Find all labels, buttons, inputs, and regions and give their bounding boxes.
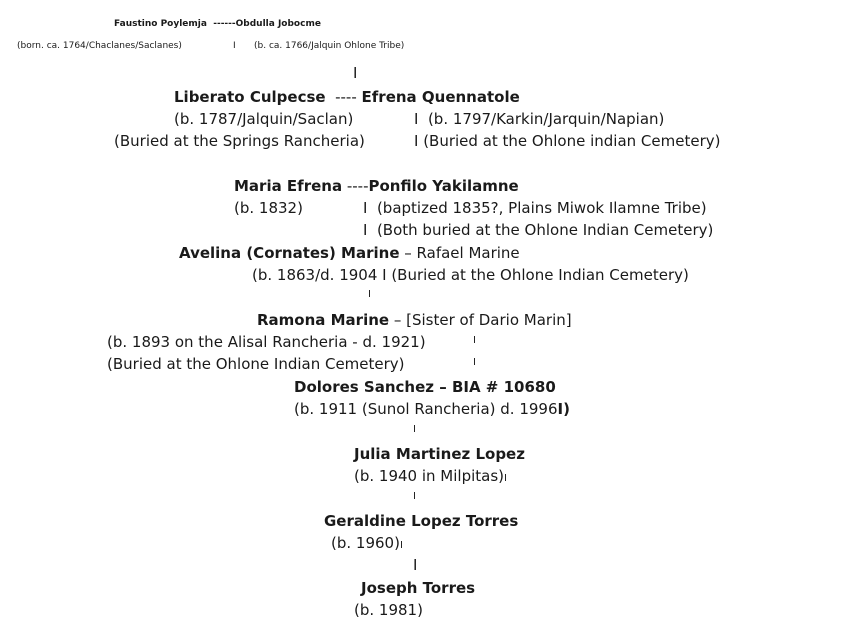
gen5-bar1: I	[473, 335, 476, 346]
gen8-info	[331, 536, 403, 551]
gen2-info-a2: (Buried at the Springs Rancheria)	[114, 132, 365, 150]
gen5-info2: (Buried at the Ohlone Indian Cemetery)	[107, 355, 405, 373]
gen5-bar2: I	[473, 357, 476, 368]
gen4-descent-line: I	[368, 289, 371, 300]
gen7-descent-line: I	[413, 491, 416, 502]
gen7-info-main: (b. 1940 in Milpitas)	[354, 467, 504, 485]
gen1-names	[114, 20, 321, 29]
gen5-names	[257, 313, 572, 328]
gen7-info	[354, 469, 507, 484]
gen5-name-b: – [Sister of Dario Marin]	[389, 311, 572, 329]
gen1-info-a: (born. ca. 1764/Chaclanes/Saclanes)	[17, 41, 182, 51]
gen4-name-a: Avelina (Cornates) Marine	[179, 244, 400, 262]
gen4-name-b: – Rafael Marine	[399, 244, 520, 262]
gen5-name-a: Ramona Marine	[257, 311, 390, 329]
gen3-info-a: (b. 1832)	[234, 199, 303, 217]
gen5-info1: (b. 1893 on the Alisal Rancheria - d. 1921)	[107, 333, 426, 351]
gen3-info-b2: I (Both buried at the Ohlone Indian Cemetery)	[363, 221, 714, 239]
gen2-info-b2: I (Buried at the Ohlone indian Cemetery)	[414, 132, 721, 150]
gen1-name-sep: ------	[206, 19, 236, 29]
gen4-names	[179, 246, 520, 261]
gen2-name-b: Efrena Quennatole	[361, 88, 520, 106]
gen1-descent-line: I	[353, 64, 358, 82]
gen1-bar: I	[233, 41, 236, 51]
gen9-info: (b. 1981)	[354, 601, 423, 619]
gen2-name-a: Liberato Culpecse	[174, 88, 326, 106]
gen3-name-a: Maria Efrena	[234, 177, 343, 195]
gen6-descent-line: I	[413, 424, 416, 435]
gen8-info-tail: I	[399, 540, 403, 551]
gen7-name: Julia Martinez Lopez	[354, 445, 525, 463]
gen2-names	[174, 90, 520, 105]
gen6-info	[294, 402, 570, 417]
gen2-info-b1: I (b. 1797/Karkin/Jarquin/Napian)	[414, 110, 665, 128]
gen8-info-main: (b. 1960)	[331, 534, 400, 552]
gen1-info-b: (b. ca. 1766/Jalquin Ohlone Tribe)	[254, 41, 405, 51]
gen2-name-sep: ----	[325, 88, 362, 106]
gen9-name: Joseph Torres	[361, 579, 476, 597]
gen3-name-sep: ----	[342, 177, 369, 195]
gen6-info-tail: I)	[557, 400, 570, 418]
gen7-info-tail: I	[504, 473, 507, 484]
gen1-name-b: Obdulla Jobocme	[235, 19, 321, 29]
gen8-descent-line: I	[413, 556, 418, 574]
gen2-info-a1: (b. 1787/Jalquin/Saclan)	[174, 110, 354, 128]
gen1-name-a: Faustino Poylemja	[114, 19, 207, 29]
gen6-name: Dolores Sanchez – BIA # 10680	[294, 378, 556, 396]
gen8-name: Geraldine Lopez Torres	[324, 512, 519, 530]
gen3-names	[234, 179, 519, 194]
gen4-info: (b. 1863/d. 1904 I (Buried at the Ohlone Indian Cemetery)	[252, 266, 689, 284]
gen6-info-main: (b. 1911 (Sunol Rancheria) d. 1996	[294, 400, 558, 418]
gen3-info-b1: I (baptized 1835?, Plains Miwok Ilamne Tribe)	[363, 199, 707, 217]
gen3-name-b: Ponfilo Yakilamne	[368, 177, 519, 195]
